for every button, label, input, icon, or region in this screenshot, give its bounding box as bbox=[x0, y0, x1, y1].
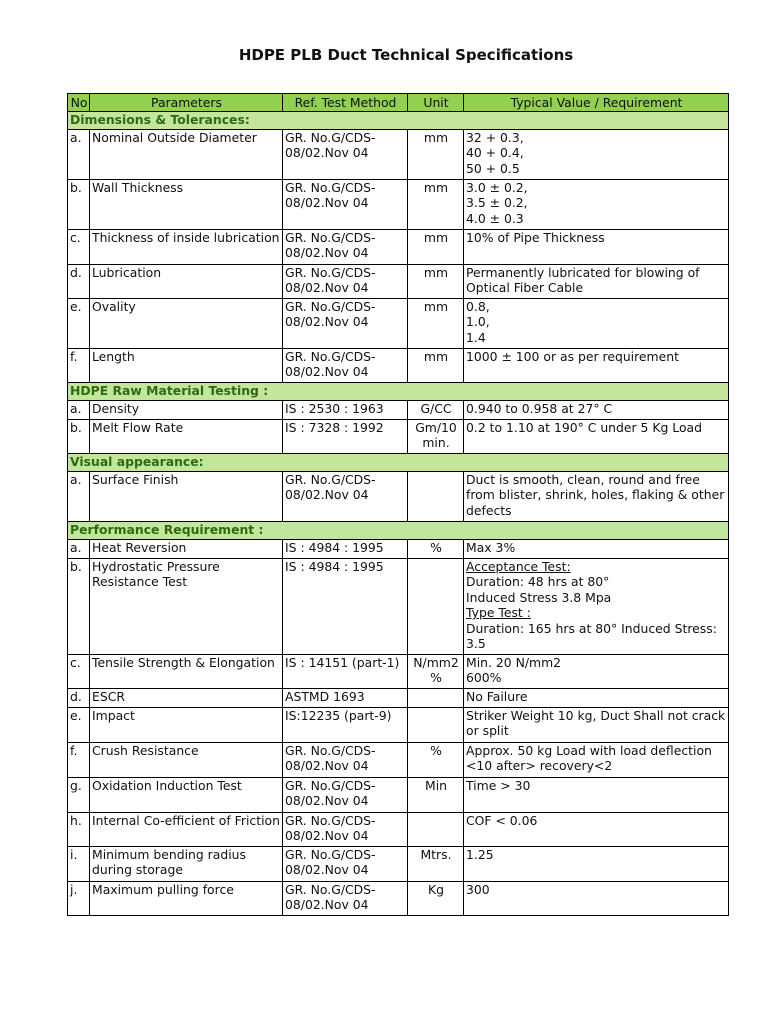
value-line: Duration: 48 hrs at 80° bbox=[466, 574, 610, 590]
parameter-cell: Tensile Strength & Elongation bbox=[90, 655, 283, 689]
unit-cell: G/CC bbox=[408, 401, 464, 420]
table-row bbox=[68, 813, 729, 847]
test-method-cell: ASTMD 1693 bbox=[283, 689, 408, 708]
parameter-cell: Density bbox=[90, 401, 283, 420]
section-title: HDPE Raw Material Testing : bbox=[68, 383, 729, 401]
test-method-cell: GR. No.G/CDS-08/02.Nov 04 bbox=[283, 299, 408, 349]
row-number: a. bbox=[68, 540, 90, 559]
unit-cell: mm bbox=[408, 265, 464, 299]
value-line: Induced Stress 3.8 Mpa bbox=[466, 589, 612, 605]
value-line: 40 + 0.4, bbox=[466, 145, 524, 161]
parameter-cell: Hydrostatic Pressure Resistance Test bbox=[90, 559, 283, 655]
row-number: c. bbox=[68, 230, 90, 265]
typical-value-cell bbox=[464, 180, 729, 230]
value-line: Type Test : bbox=[466, 605, 531, 621]
value-line: Approx. 50 kg Load with load deflection <10 after> recovery<2 bbox=[466, 743, 712, 774]
header-parameters: Parameters bbox=[90, 94, 283, 112]
spec-table bbox=[67, 93, 729, 916]
test-method-cell: GR. No.G/CDS-08/02.Nov 04 bbox=[283, 180, 408, 230]
header-unit: Unit bbox=[408, 94, 464, 112]
value-line: 0.2 to 1.10 at 190° C under 5 Kg Load bbox=[466, 420, 703, 435]
value-line: Acceptance Test: bbox=[466, 559, 571, 574]
test-method-cell: GR. No.G/CDS-08/02.Nov 04 bbox=[283, 472, 408, 522]
value-line: 3.5 ± 0.2, bbox=[466, 195, 528, 211]
typical-value-cell bbox=[464, 420, 729, 454]
test-method-cell: IS : 14151 (part-1) bbox=[283, 655, 408, 689]
row-number: f. bbox=[68, 743, 90, 778]
section-title: Performance Requirement : bbox=[68, 522, 729, 540]
unit-cell bbox=[408, 813, 464, 847]
test-method-cell: GR. No.G/CDS-08/02.Nov 04 bbox=[283, 882, 408, 916]
table-row bbox=[68, 472, 729, 522]
typical-value-cell bbox=[464, 265, 729, 299]
table-row bbox=[68, 130, 729, 180]
section-header-row bbox=[68, 383, 729, 401]
test-method-cell: GR. No.G/CDS-08/02.Nov 04 bbox=[283, 778, 408, 813]
row-number: j. bbox=[68, 882, 90, 916]
parameter-cell: Crush Resistance bbox=[90, 743, 283, 778]
value-line: 300 bbox=[466, 882, 490, 897]
unit-cell: N/mm2 % bbox=[408, 655, 464, 689]
table-row bbox=[68, 847, 729, 882]
section-title: Visual appearance: bbox=[68, 454, 729, 472]
row-number: b. bbox=[68, 420, 90, 454]
unit-cell bbox=[408, 559, 464, 655]
value-line: 0.940 to 0.958 at 27° C bbox=[466, 401, 613, 416]
parameter-cell: Length bbox=[90, 349, 283, 383]
unit-cell: mm bbox=[408, 299, 464, 349]
value-line: 1.4 bbox=[466, 329, 486, 345]
value-line: 1.25 bbox=[466, 847, 494, 862]
unit-cell: % bbox=[408, 743, 464, 778]
spec-table-body bbox=[68, 112, 729, 916]
document-title: HDPE PLB Duct Technical Specifications bbox=[238, 46, 574, 64]
row-number: b. bbox=[68, 180, 90, 230]
parameter-cell: Nominal Outside Diameter bbox=[90, 130, 283, 180]
value-line: 600% bbox=[466, 670, 502, 686]
value-line: 3.0 ± 0.2, bbox=[466, 180, 528, 195]
parameter-cell: Maximum pulling force bbox=[90, 882, 283, 916]
test-method-cell: IS : 4984 : 1995 bbox=[283, 540, 408, 559]
unit-cell: Gm/10 min. bbox=[408, 420, 464, 454]
typical-value-cell bbox=[464, 743, 729, 778]
value-line: 1.0, bbox=[466, 314, 490, 330]
value-line: 1000 ± 100 or as per requirement bbox=[466, 349, 679, 364]
section-header-row bbox=[68, 112, 729, 130]
table-row bbox=[68, 349, 729, 383]
unit-cell: mm bbox=[408, 180, 464, 230]
table-row bbox=[68, 655, 729, 689]
parameter-cell: Heat Reversion bbox=[90, 540, 283, 559]
row-number: e. bbox=[68, 299, 90, 349]
typical-value-cell bbox=[464, 472, 729, 522]
test-method-cell: GR. No.G/CDS-08/02.Nov 04 bbox=[283, 743, 408, 778]
table-row bbox=[68, 778, 729, 813]
unit-cell: Kg bbox=[408, 882, 464, 916]
section-header-row bbox=[68, 454, 729, 472]
parameter-cell: Ovality bbox=[90, 299, 283, 349]
table-row bbox=[68, 299, 729, 349]
value-line: 4.0 ± 0.3 bbox=[466, 210, 524, 226]
parameter-cell: Oxidation Induction Test bbox=[90, 778, 283, 813]
value-line: Duration: 165 hrs at 80° Induced Stress: 3.5 bbox=[466, 620, 717, 652]
table-row bbox=[68, 420, 729, 454]
parameter-cell: Internal Co-efficient of Friction bbox=[90, 813, 283, 847]
table-row bbox=[68, 689, 729, 708]
row-number: f. bbox=[68, 349, 90, 383]
parameter-cell: Thickness of inside lubrication bbox=[90, 230, 283, 265]
typical-value-cell bbox=[464, 813, 729, 847]
table-row bbox=[68, 882, 729, 916]
test-method-cell: GR. No.G/CDS-08/02.Nov 04 bbox=[283, 349, 408, 383]
value-line: Min. 20 N/mm2 bbox=[466, 655, 562, 670]
header-ref-test-method: Ref. Test Method bbox=[283, 94, 408, 112]
unit-cell: % bbox=[408, 540, 464, 559]
test-method-cell: GR. No.G/CDS-08/02.Nov 04 bbox=[283, 230, 408, 265]
row-number: d. bbox=[68, 689, 90, 708]
typical-value-cell bbox=[464, 708, 729, 743]
unit-cell: mm bbox=[408, 349, 464, 383]
test-method-cell: GR. No.G/CDS-08/02.Nov 04 bbox=[283, 847, 408, 882]
value-line: 50 + 0.5 bbox=[466, 160, 520, 176]
parameter-cell: Wall Thickness bbox=[90, 180, 283, 230]
table-row bbox=[68, 708, 729, 743]
parameter-cell: Impact bbox=[90, 708, 283, 743]
section-title: Dimensions & Tolerances: bbox=[68, 112, 729, 130]
unit-cell bbox=[408, 708, 464, 743]
typical-value-cell bbox=[464, 882, 729, 916]
parameter-cell: Lubrication bbox=[90, 265, 283, 299]
value-line: 10% of Pipe Thickness bbox=[466, 230, 605, 245]
header-no: No bbox=[68, 94, 90, 112]
test-method-cell: GR. No.G/CDS-08/02.Nov 04 bbox=[283, 130, 408, 180]
typical-value-cell bbox=[464, 299, 729, 349]
unit-cell bbox=[408, 689, 464, 708]
header-typical-value: Typical Value / Requirement bbox=[464, 94, 729, 112]
test-method-cell: IS : 2530 : 1963 bbox=[283, 401, 408, 420]
unit-cell: mm bbox=[408, 130, 464, 180]
typical-value-cell bbox=[464, 540, 729, 559]
row-number: h. bbox=[68, 813, 90, 847]
table-row bbox=[68, 401, 729, 420]
test-method-cell: GR. No.G/CDS-08/02.Nov 04 bbox=[283, 813, 408, 847]
value-line: Max 3% bbox=[466, 540, 516, 555]
unit-cell: Mtrs. bbox=[408, 847, 464, 882]
row-number: a. bbox=[68, 401, 90, 420]
typical-value-cell bbox=[464, 130, 729, 180]
value-line: COF < 0.06 bbox=[466, 813, 538, 828]
typical-value-cell bbox=[464, 401, 729, 420]
table-row bbox=[68, 230, 729, 265]
value-line: 0.8, bbox=[466, 299, 490, 314]
row-number: d. bbox=[68, 265, 90, 299]
row-number: g. bbox=[68, 778, 90, 813]
typical-value-cell bbox=[464, 689, 729, 708]
typical-value-cell bbox=[464, 778, 729, 813]
parameter-cell: ESCR bbox=[90, 689, 283, 708]
typical-value-cell bbox=[464, 230, 729, 265]
value-line: 32 + 0.3, bbox=[466, 130, 524, 145]
row-number: c. bbox=[68, 655, 90, 689]
row-number: e. bbox=[68, 708, 90, 743]
row-number: a. bbox=[68, 130, 90, 180]
unit-cell: Min bbox=[408, 778, 464, 813]
typical-value-cell bbox=[464, 349, 729, 383]
typical-value-cell bbox=[464, 655, 729, 689]
row-number: b. bbox=[68, 559, 90, 655]
unit-cell: mm bbox=[408, 230, 464, 265]
parameter-cell: Minimum bending radius during storage bbox=[90, 847, 283, 882]
value-line: Time > 30 bbox=[466, 778, 531, 793]
value-line: No Failure bbox=[466, 689, 528, 704]
typical-value-cell bbox=[464, 847, 729, 882]
value-line: Permanently lubricated for blowing of Optical Fiber Cable bbox=[466, 265, 700, 296]
value-line: Striker Weight 10 kg, Duct Shall not crack or split bbox=[466, 708, 726, 739]
row-number: i. bbox=[68, 847, 90, 882]
parameter-cell: Melt Flow Rate bbox=[90, 420, 283, 454]
table-row bbox=[68, 180, 729, 230]
section-header-row bbox=[68, 522, 729, 540]
unit-cell bbox=[408, 472, 464, 522]
test-method-cell: IS:12235 (part-9) bbox=[283, 708, 408, 743]
test-method-cell: IS : 7328 : 1992 bbox=[283, 420, 408, 454]
parameter-cell: Surface Finish bbox=[90, 472, 283, 522]
table-row bbox=[68, 540, 729, 559]
typical-value-cell bbox=[464, 559, 729, 655]
table-row bbox=[68, 559, 729, 655]
test-method-cell: IS : 4984 : 1995 bbox=[283, 559, 408, 655]
table-row bbox=[68, 743, 729, 778]
test-method-cell: GR. No.G/CDS-08/02.Nov 04 bbox=[283, 265, 408, 299]
value-line: Duct is smooth, clean, round and free from blister, shrink, holes, flaking & other defects bbox=[466, 472, 725, 518]
row-number: a. bbox=[68, 472, 90, 522]
table-row bbox=[68, 265, 729, 299]
table-header-row bbox=[68, 94, 729, 112]
